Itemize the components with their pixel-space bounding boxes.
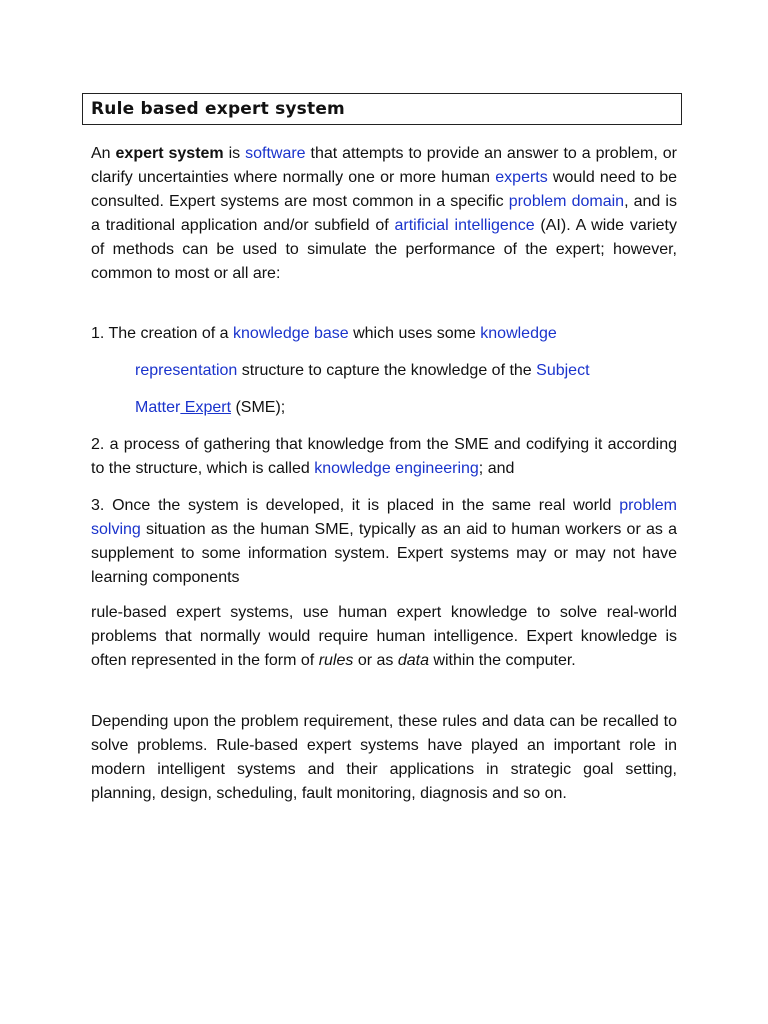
list-item-1-line-1 [91,322,557,346]
rule-based-paragraph [91,601,677,673]
link-knowledge-engineering[interactable]: knowledge engineering [314,460,479,477]
link-problem-domain[interactable]: problem domain [508,193,625,210]
italic-term: rules [318,652,354,669]
text-run: within the computer. [428,652,576,669]
page-title: Rule based expert system [91,99,345,119]
text-run: 2. a process of gathering that knowledge from the SME and codifying it according to the structure, which is called [91,436,677,477]
list-item-1-line-2 [135,359,590,383]
text-run: 3. Once the system is developed, it is placed in the same real world [91,497,620,514]
text-run: or as [353,652,398,669]
intro-paragraph [91,142,677,286]
link-software[interactable]: software [245,145,306,162]
text-run: structure to capture the knowledge of the [237,362,537,379]
text-run: which uses some [348,325,481,342]
bold-term: expert system [115,145,224,162]
applications-paragraph [91,710,677,806]
list-item-1-line-3 [135,396,285,420]
link-experts[interactable]: experts [495,169,548,186]
text-run: situation as the human SME, typically as an aid to human workers or as a supplement to some information system. Expert systems may or may not have learning components [91,521,677,586]
text-run: 1. The creation of a [91,325,234,342]
link-knowledge-representation[interactable]: knowledge [480,325,557,342]
text-run: (SME); [231,399,286,416]
link-artificial-intelligence[interactable]: artificial intelligence [394,217,535,234]
text-run: (AI). A wide variety of methods can be used to simulate the performance of the expert; however, common to most or all are: [91,217,678,282]
link-subject-matter-cont[interactable]: Matter [135,399,181,416]
text-run: , and is a traditional application and/or subfield of [91,193,677,234]
link-knowledge-base[interactable]: knowledge base [233,325,349,342]
text-run: that attempts to provide an answer to a problem, or clarify uncertainties where normally one or more human [91,145,678,186]
text-run: rule-based expert systems, use human expert knowledge to solve real-world problems that normally would require human intelligence. Expert knowledge is often represented in the form of [91,604,677,669]
text-run: is [223,145,246,162]
text-run: ; and [478,460,515,477]
link-expert[interactable]: Expert [180,399,232,416]
link-problem-solving[interactable]: problem solving [91,497,677,538]
text-run: Depending upon the problem requirement, these rules and data can be recalled to solve problems. Rule-based expert systems have played an important role in modern intelligent systems and their applications in strategic goal setting, planning, design, scheduling, fault monitoring, diagnosis and so on. [91,713,677,802]
link-knowledge-representation-cont[interactable]: representation [135,362,238,379]
title-box [82,93,682,125]
link-subject-matter[interactable]: Subject [536,362,590,379]
list-item-2 [91,433,677,481]
list-item-3 [91,494,677,590]
italic-term: data [397,652,429,669]
text-run: would need to be consulted. Expert systems are most common in a specific [91,169,677,210]
text-run: An [91,145,116,162]
